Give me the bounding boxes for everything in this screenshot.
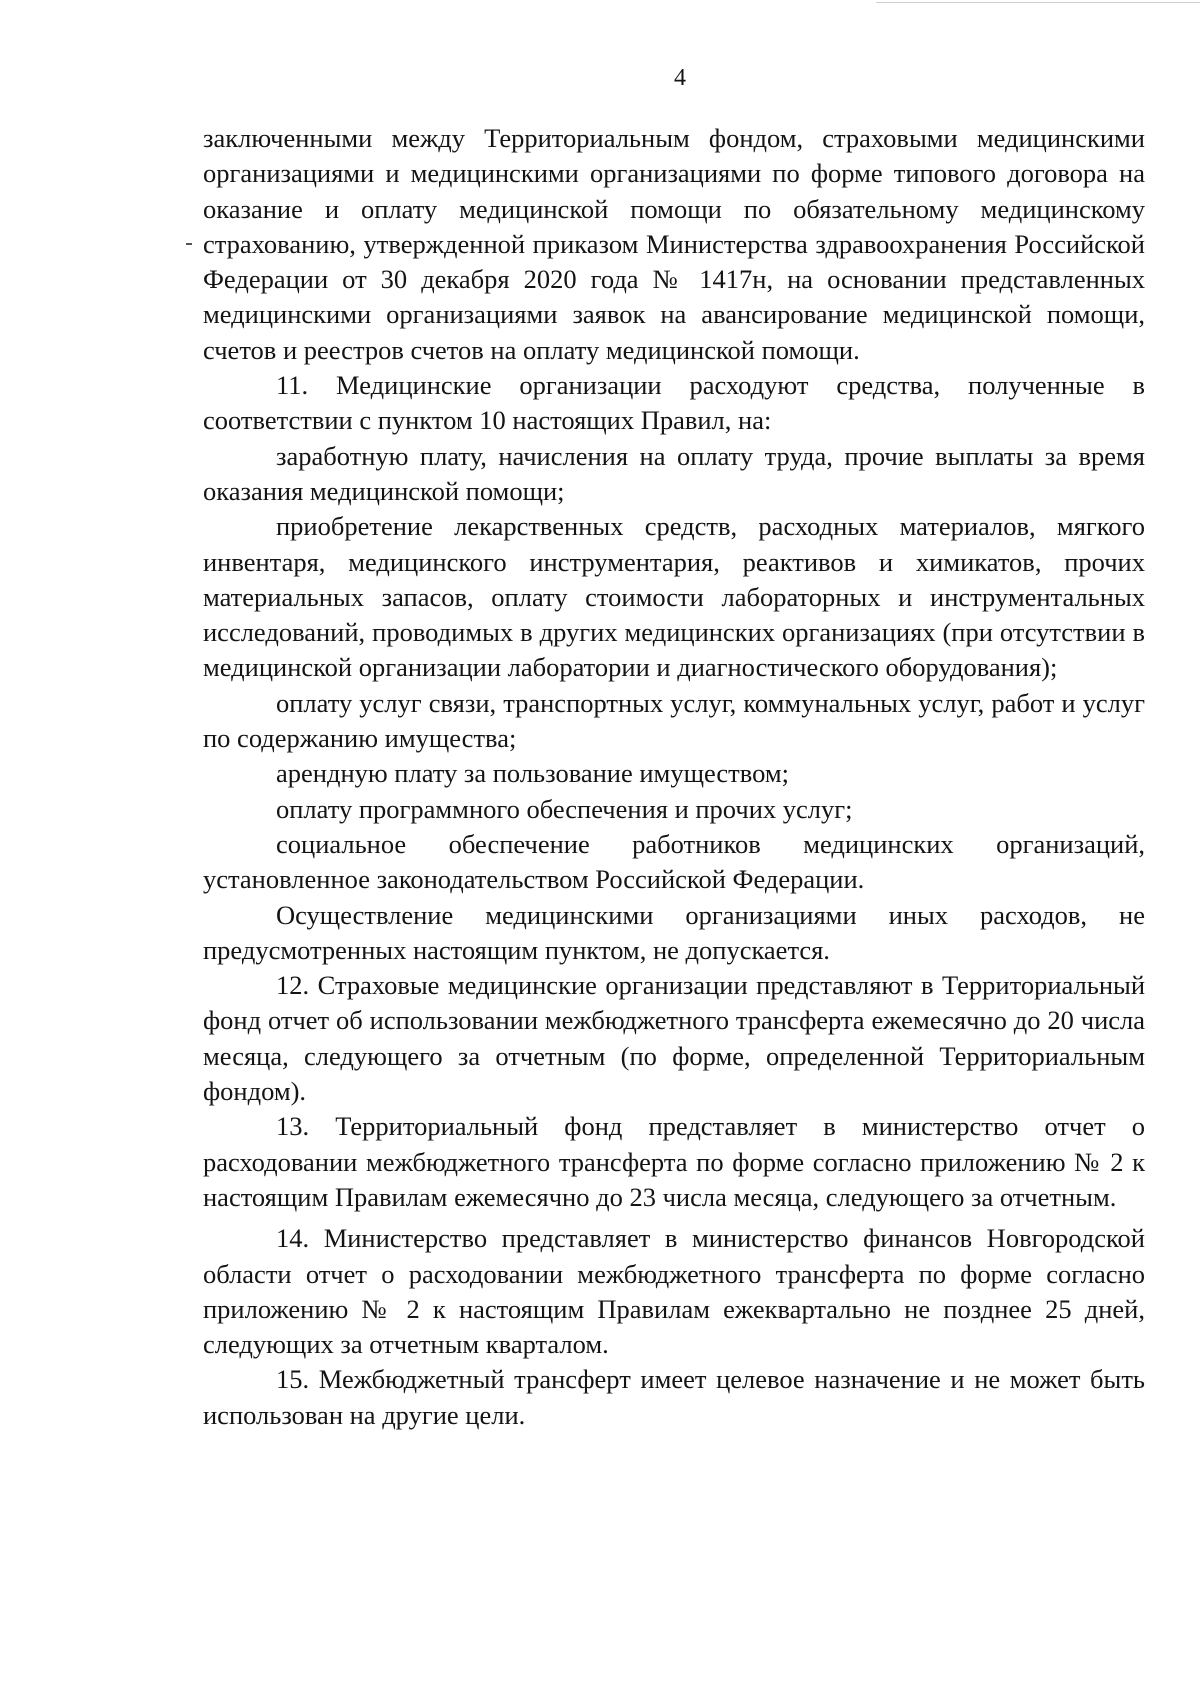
paragraph-item-13: 13. Территориальный фонд представляет в министерство отчет о расходовании межбюджетного трансферта по форме согласно приложению № 2 к настоящим Правилам ежемесячно до 23 числа месяца, следующего за отчетным. [203,1111,1145,1212]
margin-mark [186,243,192,245]
paragraph-salary: заработную плату, начисления на оплату труда, прочие выплаты за время оказания медицинской помощи; [203,440,1145,506]
paragraph-item-14: 14. Министерство представляет в министерство финансов Новгородской области отчет о расходовании межбюджетного трансферта по форме согласно приложению № 2 к настоящим Правилам ежеквартально не позднее 25 дней, следующих за отчетным кварталом. [203,1223,1145,1360]
paragraph-supplies: приобретение лекарственных средств, расходных материалов, мягкого инвентаря, медицинского инструментария, реактивов и химикатов, прочих материальных запасов, оплату стоимости лабораторных и инструментальных исследований, проводимых в других медицинских организациях (при отсутствии в медицинской организации лаборатории и диагностического оборудования); [203,511,1145,683]
document-body [203,121,1145,1433]
paragraph-services: оплату услуг связи, транспортных услуг, коммунальных услуг, работ и услуг по содержанию имущества; [203,687,1145,754]
paragraph-continuation: заключенными между Территориальным фондом, страховыми медицинскими организациями и медицинскими организациями по форме типового договора на оказание и оплату медицинской помощи по обязательному медицинскому страхованию, утвержденной приказом Министерства здравоохранения Российской Федерации от 30 декабря 2020 года № 1417н, на основании представленных медицинскими организациями заявок на авансирование медицинской помощи, счетов и реестров счетов на оплату медицинской помощи. [203,123,1145,365]
paragraph-social-security: социальное обеспечение работников медицинских организаций, установленное законодательством Российской Федерации. [203,828,1145,895]
paragraph-rent: арендную плату за пользование имуществом; [276,758,789,789]
paragraph-item-15: 15. Межбюджетный трансферт имеет целевое назначение и не может быть использован на другие цели. [203,1364,1145,1430]
paragraph-other-expenses: Осуществление медицинскими организациями иных расходов, не предусмотренных настоящим пунктом, не допускается. [203,899,1145,965]
paragraph-item-11: 11. Медицинские организации расходуют средства, полученные в соответствии с пунктом 10 настоящих Правил, на: [203,370,1145,436]
page-number: 4 [674,65,686,91]
paragraph-software: оплату программного обеспечения и прочих услуг; [276,793,853,824]
paragraph-item-12: 12. Страховые медицинские организации представляют в Территориальный фонд отчет об использовании межбюджетного трансферта ежемесячно до 20 числа месяца, следующего за отчетным (по форме, определенной Территориальным фондом). [203,970,1145,1107]
top-edge-line [876,2,1200,3]
